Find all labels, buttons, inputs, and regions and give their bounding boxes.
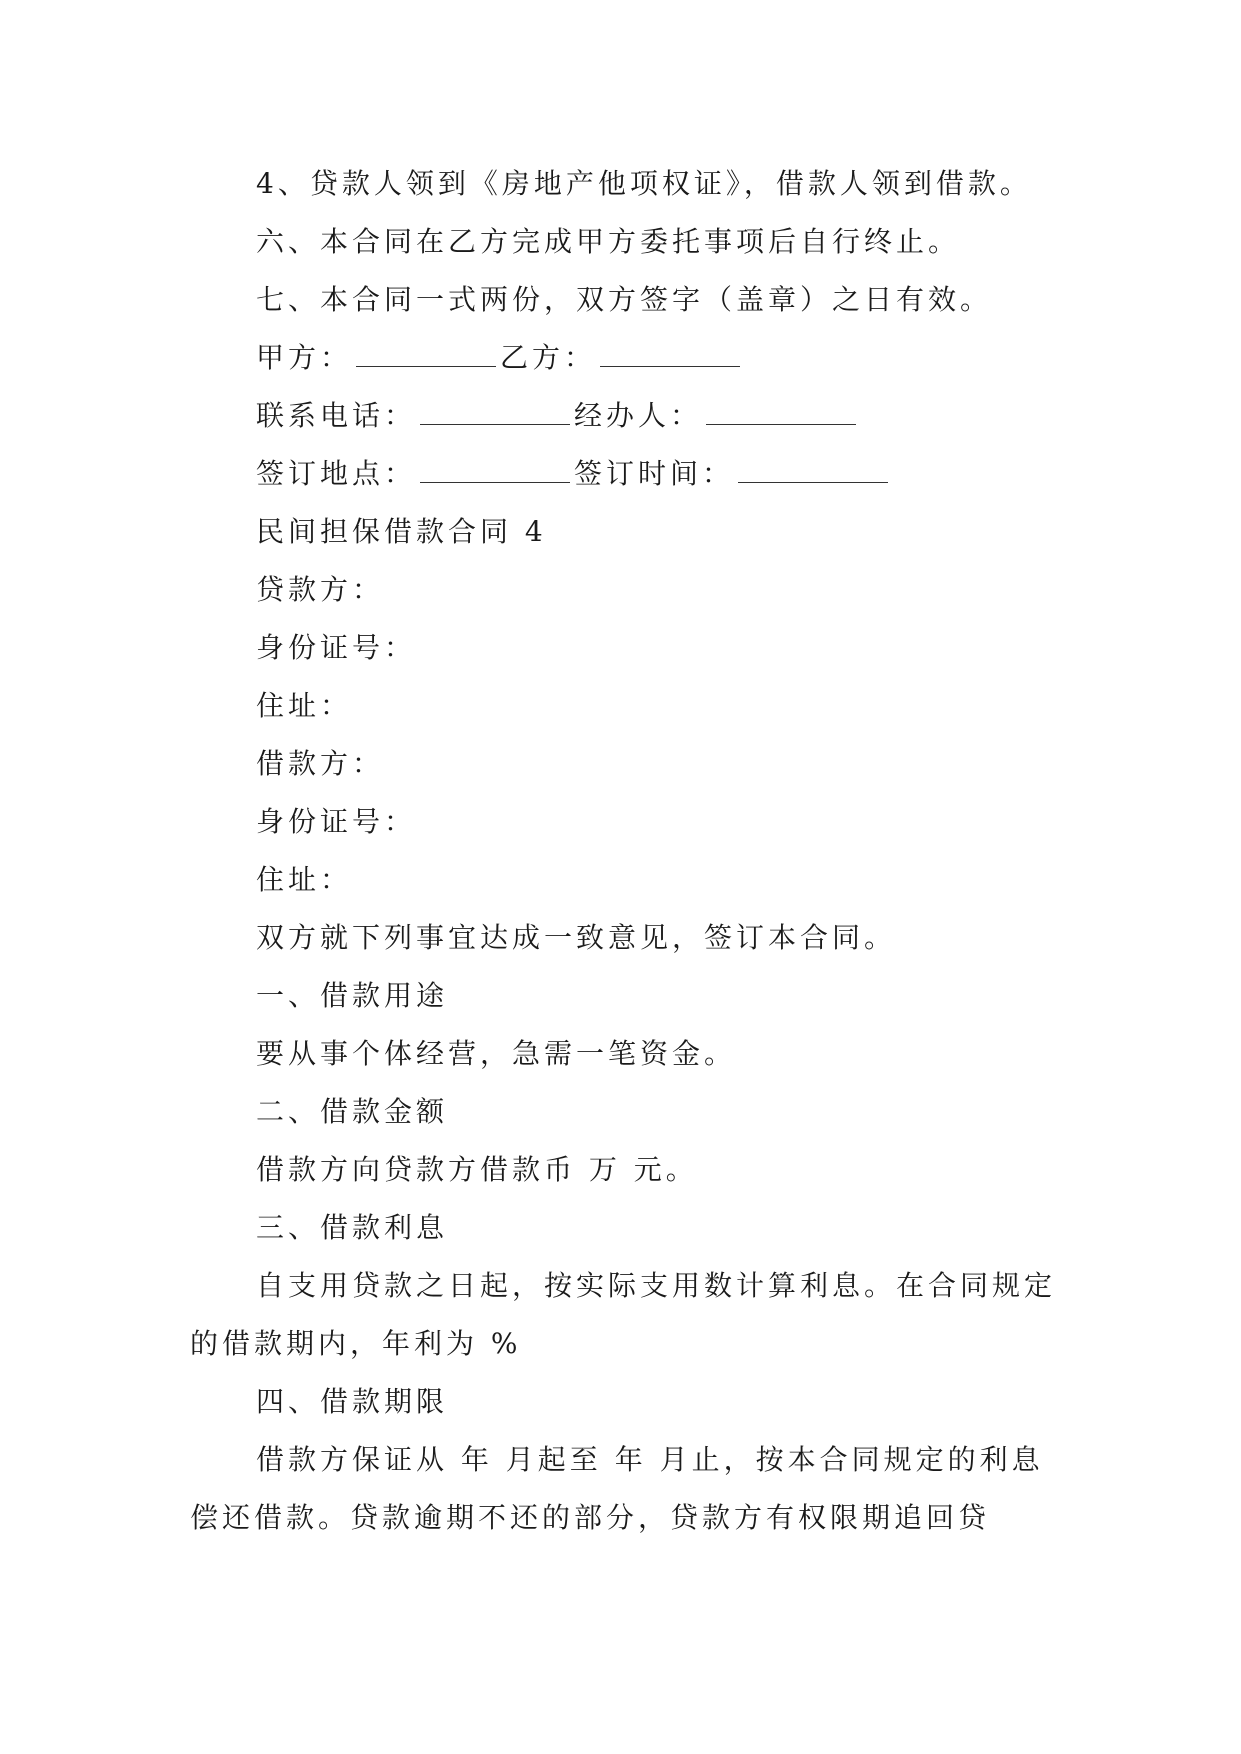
section-2-text: 借款方向贷款方借款币 万 元。 <box>256 1153 698 1186</box>
contact-row <box>190 387 1070 445</box>
phone-blank <box>420 400 570 425</box>
contract-title: 民间担保借款合同 4 <box>256 515 547 548</box>
party-a-blank <box>356 342 496 367</box>
phone-label: 联系电话： <box>256 399 417 432</box>
time-label: 签订时间： <box>574 457 735 490</box>
lender-id-label: 身份证号： <box>256 631 417 664</box>
borrower-label: 借款方： <box>256 747 385 780</box>
section-3-text: 自支用贷款之日起，按实际支用数计算利息。在合同规定的借款期内，年利为 % <box>190 1269 1057 1360</box>
section-1-text: 要从事个体经营，急需一笔资金。 <box>256 1037 737 1070</box>
section-2-heading: 二、借款金额 <box>256 1095 449 1128</box>
party-b-label: 乙方： <box>500 341 597 374</box>
agreement-statement: 双方就下列事宜达成一致意见，签订本合同。 <box>256 921 897 954</box>
handler-blank <box>706 400 856 425</box>
section-3-heading: 三、借款利息 <box>256 1211 449 1244</box>
document-body <box>190 155 1070 1547</box>
place-blank <box>420 458 570 483</box>
clause-4: 4、贷款人领到《房地产他项权证》，借款人领到借款。 <box>256 167 1032 200</box>
clause-six: 六、本合同在乙方完成甲方委托事项后自行终止。 <box>256 225 961 258</box>
lender-label: 贷款方： <box>256 573 385 606</box>
clause-seven: 七、本合同一式两份，双方签字（盖章）之日有效。 <box>256 283 993 316</box>
party-a-label: 甲方： <box>256 341 353 374</box>
party-b-blank <box>600 342 740 367</box>
time-blank <box>738 458 888 483</box>
section-4-heading: 四、借款期限 <box>256 1385 449 1418</box>
lender-address-label: 住址： <box>256 689 353 722</box>
section-1-heading: 一、借款用途 <box>256 979 449 1012</box>
section-4-text: 借款方保证从 年 月起至 年 月止，按本合同规定的利息偿还借款。贷款逾期不还的部分，贷款方有权限期追回贷 <box>190 1443 1044 1534</box>
borrower-address-label: 住址： <box>256 863 353 896</box>
handler-label: 经办人： <box>574 399 703 432</box>
signing-row <box>190 445 1070 503</box>
signature-parties-row <box>190 329 1070 387</box>
borrower-id-label: 身份证号： <box>256 805 417 838</box>
place-label: 签订地点： <box>256 457 417 490</box>
